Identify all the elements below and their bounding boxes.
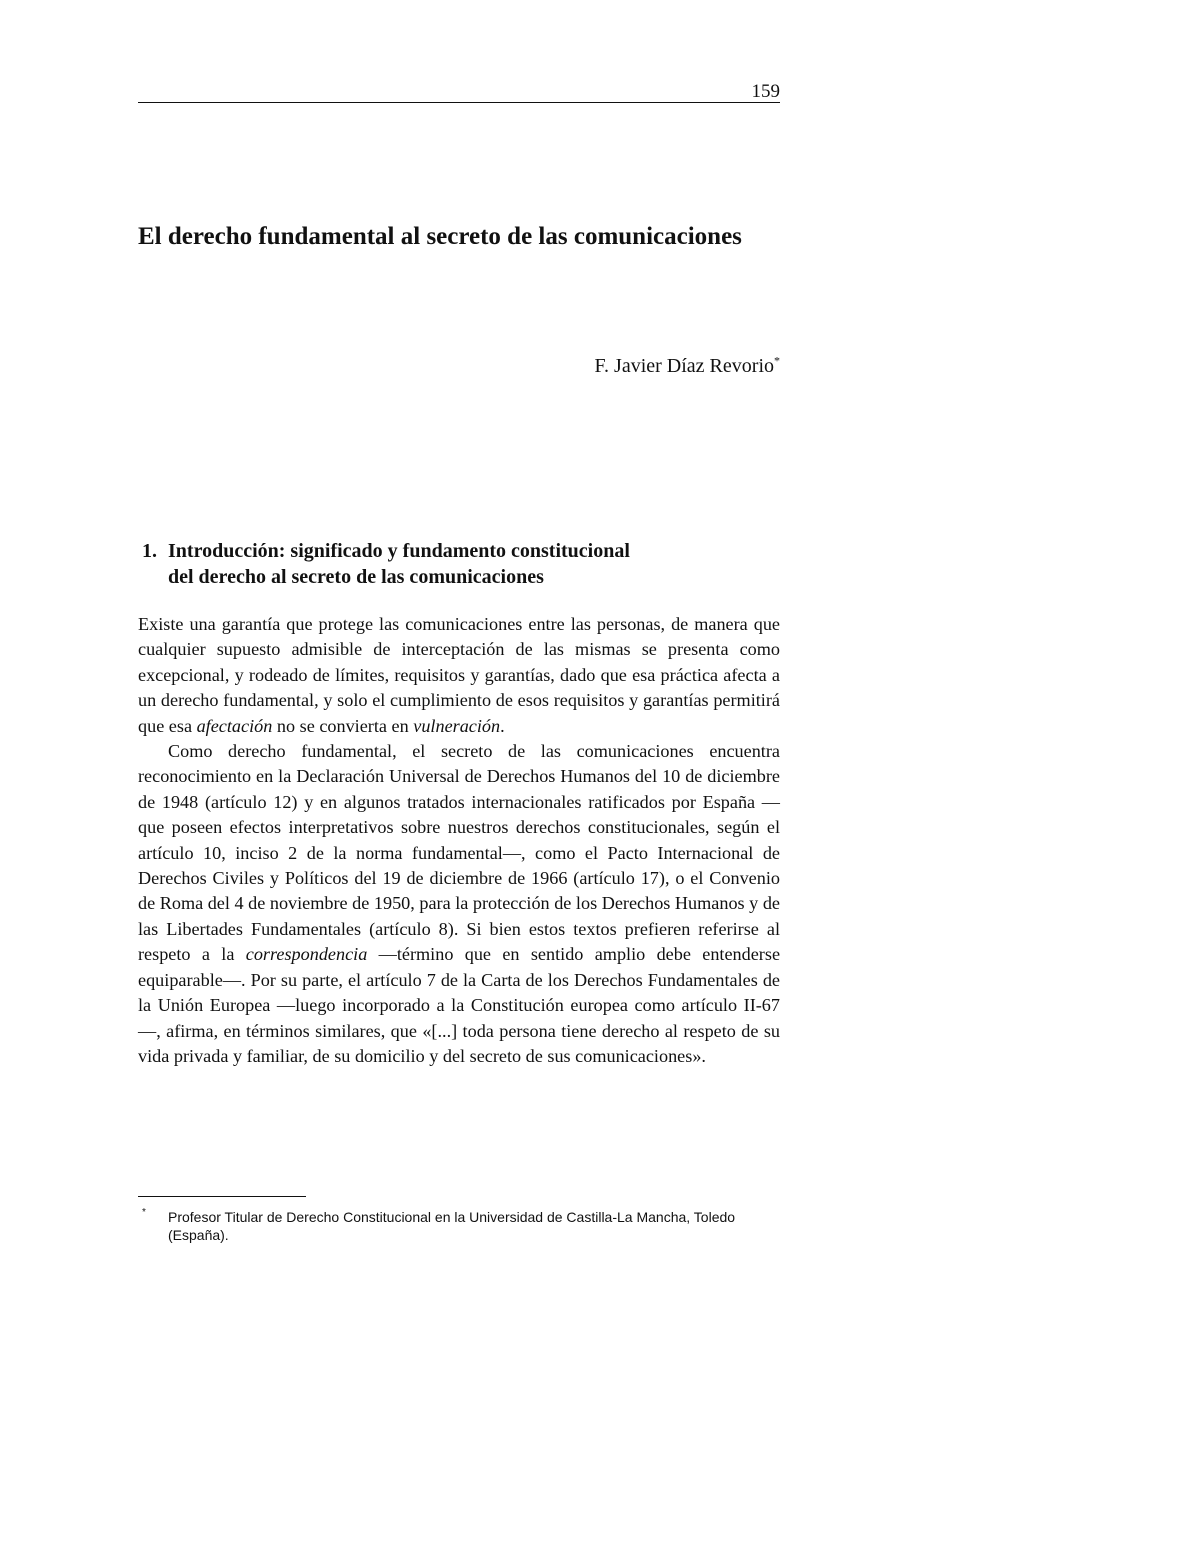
paragraph-2-text-a: Como derecho fundamental, el secreto de las comunicaciones encuentra reconocimiento en la Declaración Universal de Derechos Humanos del 10 de diciembre de 1948 (artículo 12) y en algunos tratados internacionales ratificados por España —que poseen efectos interpretativos sobre nuestros derechos constitucionales, según el artículo 10, inciso 2 de la norma fundamental—, como el Pacto Internacional de Derechos Civiles y Políticos del 19 de diciembre de 1966 (artículo 17), o el Convenio de Roma del 4 de noviembre de 1950, para la protección de los Derechos Humanos y de las Libertades Fundamentales (artículo 8). Si bien estos textos prefieren referirse al respeto a la	[138, 741, 780, 965]
paragraph-2	[138, 739, 780, 1069]
paragraph-1	[138, 612, 780, 739]
author-footnote-marker: *	[774, 353, 780, 368]
footnote	[142, 1208, 782, 1244]
paragraph-2-text-b: —término que en sentido amplio debe entenderse equiparable—. Por su parte, el artículo 7 de la Carta de los Derechos Fundamentales de la Unión Europea —luego incorporado a la Constitución europea como artículo II-67—, afirma, en términos similares, que «[...] toda persona tiene derecho al respeto de su vida privada y familiar, de su domicilio y del secreto de sus comunicaciones».	[138, 944, 781, 1066]
section-number: 1.	[142, 540, 157, 562]
footnote-rule	[138, 1196, 306, 1197]
author-line	[480, 352, 780, 380]
page-number: 159	[751, 81, 780, 102]
paragraph-1-text-c: .	[500, 715, 505, 736]
paragraph-2-emphasis: correspondencia	[245, 944, 368, 965]
author-name: F. Javier Díaz Revorio	[594, 355, 774, 377]
section-heading-line2: del derecho al secreto de las comunicaciones	[168, 566, 544, 588]
section-heading-line1: Introducción: significado y fundamento constitucional	[168, 540, 630, 562]
paragraph-1-emphasis-1: afectación	[196, 715, 273, 736]
paragraph-1-text-b: no se convierta en	[272, 715, 414, 736]
paragraph-1-emphasis-2: vulneración	[413, 715, 501, 736]
body-text	[138, 612, 780, 1069]
header-rule	[138, 102, 780, 103]
section-heading	[142, 538, 782, 590]
footnote-marker: *	[142, 1207, 146, 1218]
paragraph-1-text-a: Existe una garantía que protege las comunicaciones entre las personas, de manera que cualquier supuesto admisible de interceptación de las mismas se presenta como excepcional, y rodeado de límites, requisitos y garantías, dado que esa práctica afecta a un derecho fundamental, y solo el cumplimiento de esos requisitos y garantías permitirá que esa	[138, 614, 780, 736]
footnote-text: Profesor Titular de Derecho Constitucional en la Universidad de Castilla-La Mancha, Toledo (España).	[168, 1209, 736, 1243]
article-title: El derecho fundamental al secreto de las comunicaciones	[138, 223, 742, 250]
